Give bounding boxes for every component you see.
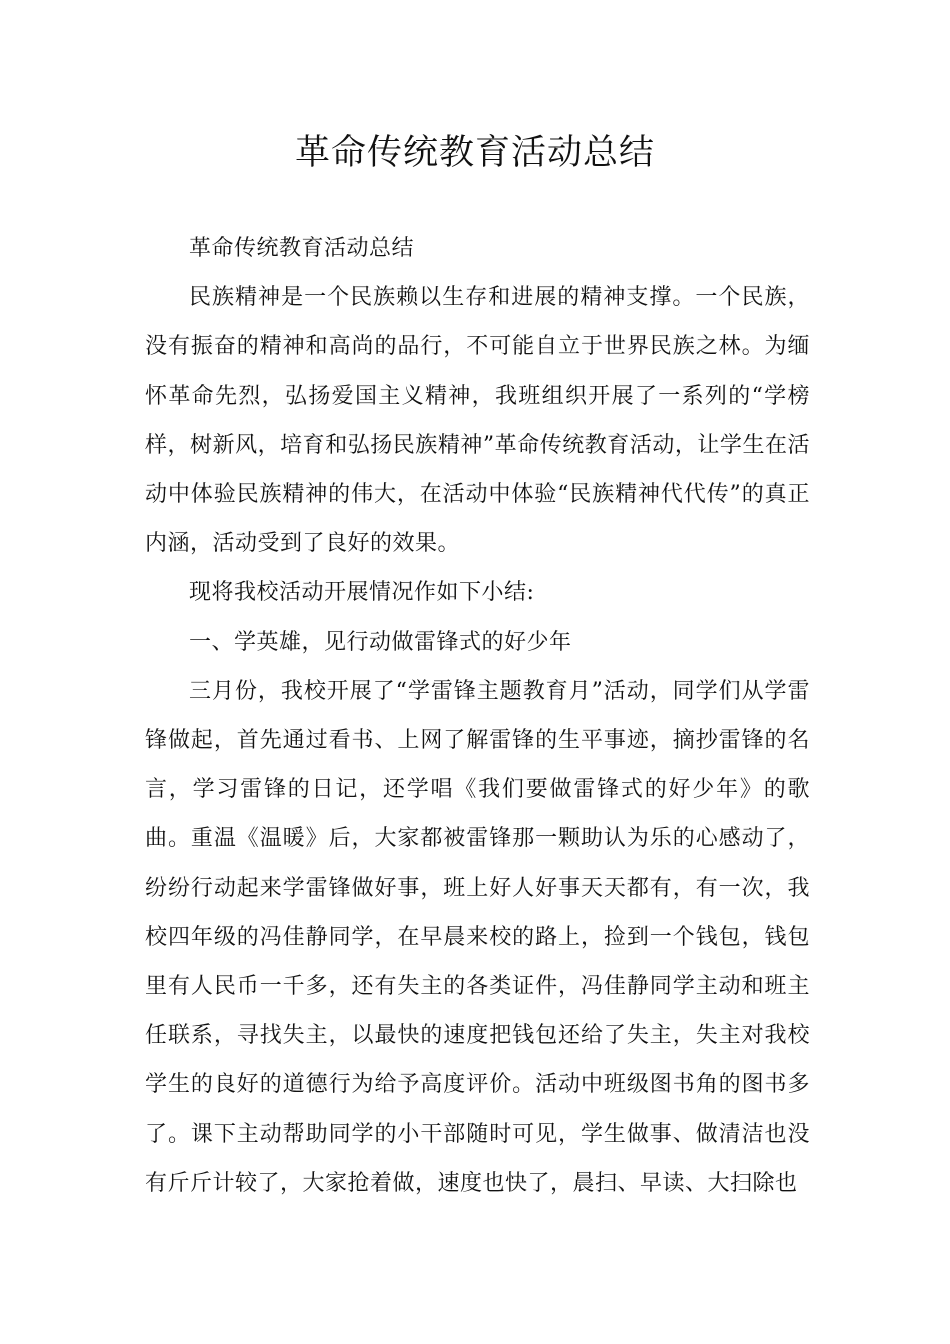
body-paragraph: 三月份，我校开展了“学雷锋主题教育月”活动，同学们从学雷锋做起，首先通过看书、上网了解雷锋的生平事迹，摘抄雷锋的名言，学习雷锋的日记，还学唱《我们要做雷锋式的好少年》的歌曲。重温《温暖》后，大家都被雷锋那一颗助认为乐的心感动了，纷纷行动起来学雷锋做好事，班上好人好事天天都有，有一次，我校四年级的冯佳静同学，在早晨来校的路上，捡到一个钱包，钱包里有人民币一千多，还有失主的各类证件，冯佳静同学主动和班主任联系，寻找失主，以最快的速度把钱包还给了失主，失主对我校学生的良好的道德行为给予高度评价。活动中班级图书角的图书多了。课下主动帮助同学的小干部随时可见，学生做事、做清洁也没有斤斤计较了，大家抢着做，速度也快了，晨扫、早读、大扫除也 (145, 678, 810, 1196)
document-body (145, 224, 810, 1208)
document-title: 革命传统教育活动总结 (294, 133, 655, 173)
body-paragraph: 现将我校活动开展情况作如下小结: (189, 580, 535, 606)
body-paragraph: 革命传统教育活动总结 (189, 236, 415, 261)
body-paragraph: 民族精神是一个民族赖以生存和进展的精神支撑。一个民族，没有振奋的精神和高尚的品行，不可能自立于世界民族之林。为缅怀革命先烈，弘扬爱国主义精神，我班组织开展了一系列的“学榜样，树新风，培育和弘扬民族精神”革命传统教育活动，让学生在活动中体验民族精神的伟大，在活动中体验“民族精神代代传”的真正内涵，活动受到了良好的效果。 (145, 285, 810, 557)
section-heading: 一、学英雄，见行动做雷锋式的好少年 (189, 629, 572, 655)
